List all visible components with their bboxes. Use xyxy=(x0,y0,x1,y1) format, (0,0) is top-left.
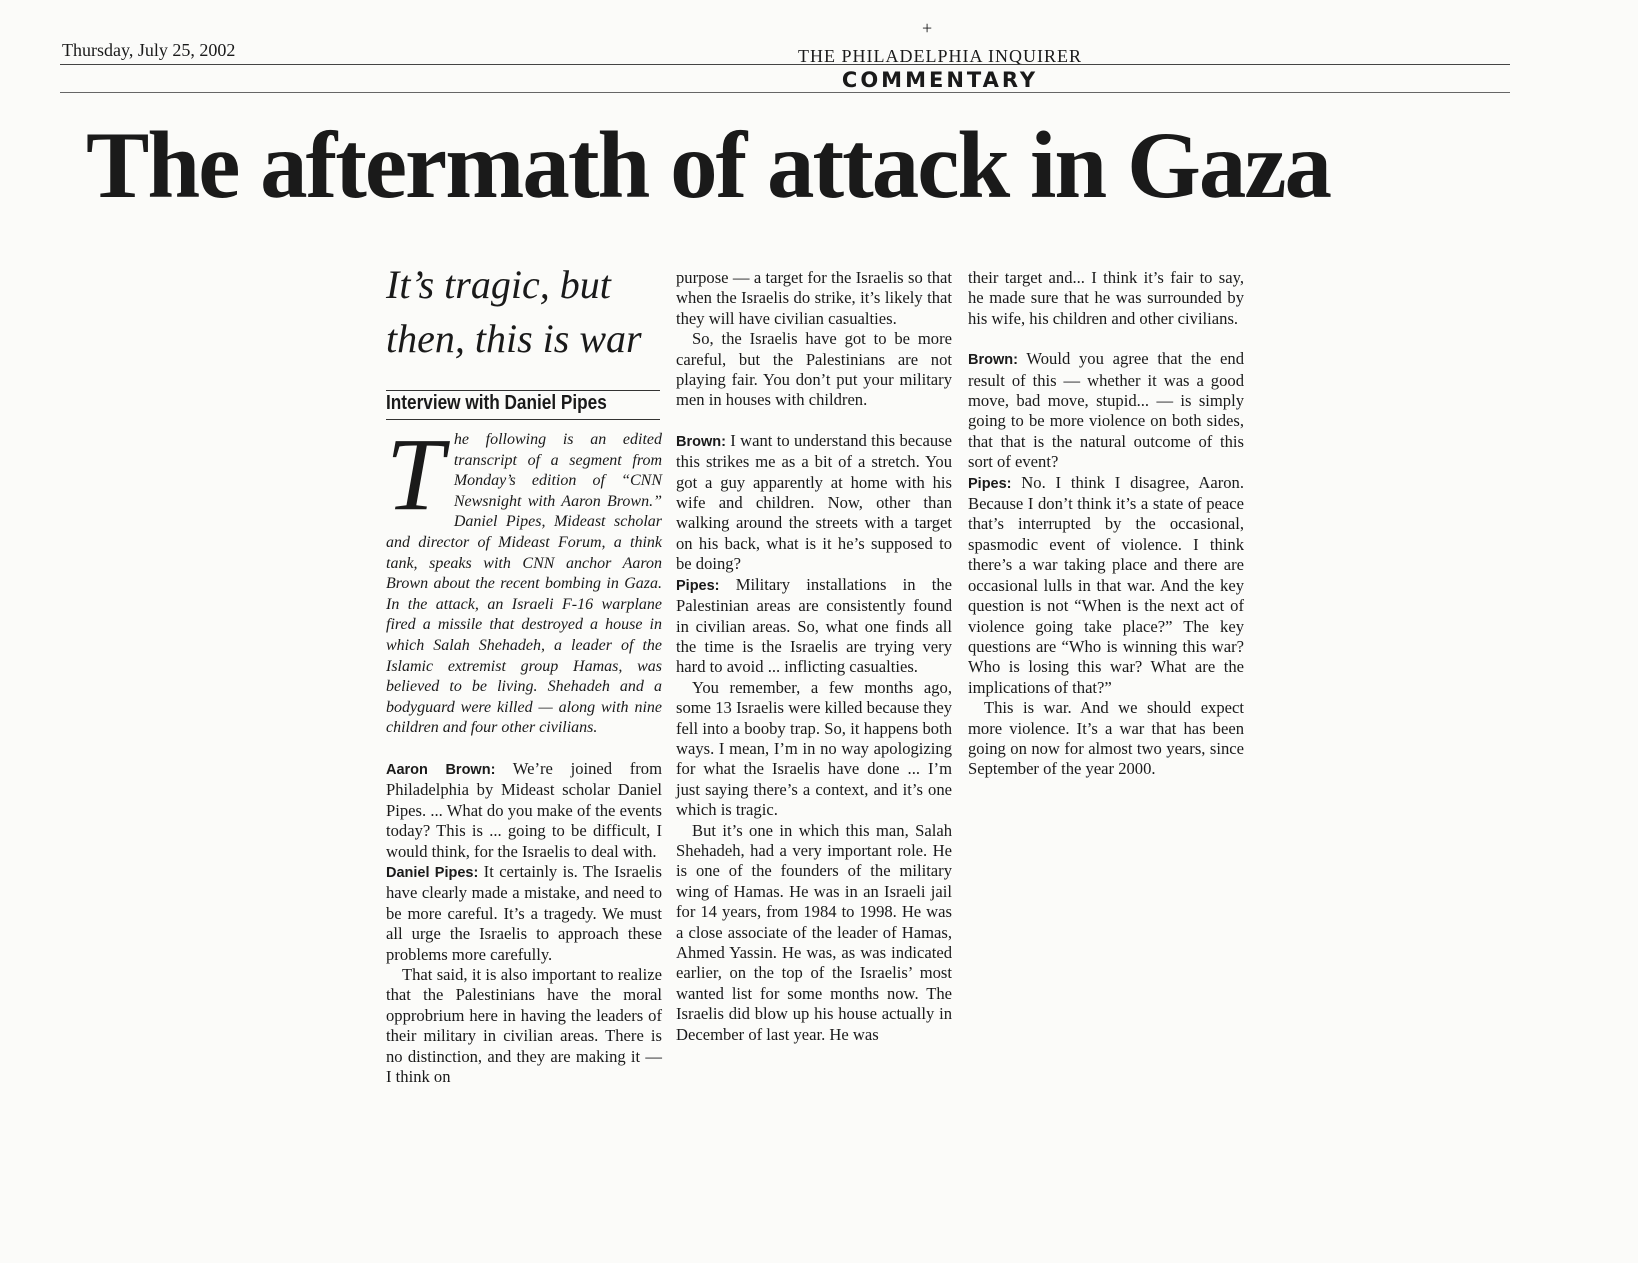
paragraph: This is war. And we should expect more violence. It’s a war that has been going on now for almost two years, since September of the year 2000. xyxy=(968,698,1244,779)
publication-name: THE PHILADELPHIA INQUIRER xyxy=(798,46,1082,66)
crosshair-mark: + xyxy=(922,18,933,38)
paragraph-text: It certainly is. The Israelis have clearly made a mistake, and need to be more careful. It’s a tragedy. We must all urge the Israelis to approach these problems more carefully. xyxy=(386,861,662,964)
paragraph: So, the Israelis have got to be more careful, but the Palestinians are not playing fair. You don’t put your military men in houses with children. xyxy=(676,329,952,410)
paragraph-text: I want to understand this because this strikes me as a bit of a stretch. You got a guy apparently at home with his wife and children. Now, other than walking around the streets with a target on his back, what is it he’s supposed to be doing? xyxy=(676,430,952,574)
intro-text: he following is an edited transcript of a segment from Monday’s edition of “CNN Newsnight with Aaron Brown.” Daniel Pipes, Mideast scholar and director of Mideast Forum, a think tank, speaks with CNN anchor Aaron Brown about the recent bombing in Gaza. In the attack, an Israeli F-16 warplane fired a missile that destroyed a house in which Salah Shehadeh, a leader of the Islamic extremist group Hamas, was believed to be living. Shehadeh and a bodyguard were killed — along with nine children and four other civilians. xyxy=(386,431,662,737)
subheadline xyxy=(386,258,666,366)
intro-paragraph xyxy=(386,417,662,739)
masthead-rule-lower xyxy=(60,92,1510,93)
drop-cap: T xyxy=(386,417,444,532)
masthead-rule xyxy=(60,64,1510,65)
speaker-label: Brown: xyxy=(676,433,726,450)
paragraph: their target and... I think it’s fair to say, he made sure that he was surrounded by his wife, his children and other civilians. xyxy=(968,268,1244,328)
speaker-label: Daniel Pipes: xyxy=(386,864,479,881)
subhead-line-2: then, this is war xyxy=(386,316,642,361)
paragraph xyxy=(386,759,662,862)
paragraph: You remember, a few months ago, some 13 Israelis were killed because they fell into a booby trap. So, it happens both ways. I mean, I’m in no way apologizing for what the Israelis have done ... I’m just saying there’s a context, and it’s one which is tragic. xyxy=(676,677,952,820)
paragraph: That said, it is also important to realize that the Palestinians have the moral opprobrium here in having the leaders of their military in civilian areas. There is no distinction, and they are making it — I think on xyxy=(386,964,662,1086)
paragraph-text: No. I think I disagree, Aaron. Because I don’t think it’s a state of peace that’s interrupted by the occasional, spasmodic event of violence. I think there’s a war taking place and there are occasional lulls in that war. And the key question is not “When is the next act of violence going take place?” The key questions are “Who is winning this war? Who is losing this war? What are the implications of that?” xyxy=(968,472,1244,697)
issue-date: Thursday, July 25, 2002 xyxy=(62,40,236,60)
paragraph-text: Military installations in the Palestinian areas are consistently found in civilian areas. So, what one finds all the time is the Israelis are trying very hard to avoid ... inflicting casualties. xyxy=(676,574,952,677)
article-column-2 xyxy=(676,268,952,1045)
paragraph xyxy=(968,473,1244,698)
section-label: COMMENTARY xyxy=(841,68,1039,92)
speaker-label: Brown: xyxy=(968,352,1018,369)
speaker-label: Pipes: xyxy=(968,475,1012,492)
headline: The aftermath of attack in Gaza xyxy=(86,112,1331,218)
byline-rule-top xyxy=(386,390,660,391)
paragraph xyxy=(676,575,952,678)
paragraph: purpose — a target for the Israelis so that when the Israelis do strike, it’s likely that they will have civilian casualties. xyxy=(676,268,952,328)
paragraph xyxy=(386,862,662,965)
paragraph xyxy=(676,431,952,575)
article-column-1 xyxy=(386,417,663,1087)
byline: Interview with Daniel Pipes xyxy=(386,392,607,414)
paragraph: But it’s one in which this man, Salah Shehadeh, had a very important role. He is one of the founders of the military wing of Hamas. He was in an Israeli jail for 14 years, from 1984 to 1998. He was a close associate of the leader of Hamas, Ahmed Yassin. He was, as was indicated earlier, on the top of the Israelis’ most wanted list for some months now. The Israelis did blow up his house actually in December of last year. He was xyxy=(676,820,952,1044)
paragraph-text: Would you agree that the end result of this — whether it was a good move, bad move, stupid... — is simply going to be more violence on both sides, that that is the natural outcome of this sort of event? xyxy=(968,349,1244,472)
subhead-line-1: It’s tragic, but xyxy=(386,262,611,307)
paragraph-text: We’re joined from Philadelphia by Mideast scholar Daniel Pipes. ... What do you make of the events today? This is ... going to be difficult, I would think, for the Israelis to deal with. xyxy=(386,758,663,861)
speaker-label: Pipes: xyxy=(676,577,720,594)
article-column-3 xyxy=(968,268,1244,780)
speaker-label: Aaron Brown: xyxy=(386,761,496,778)
paragraph xyxy=(968,349,1244,472)
